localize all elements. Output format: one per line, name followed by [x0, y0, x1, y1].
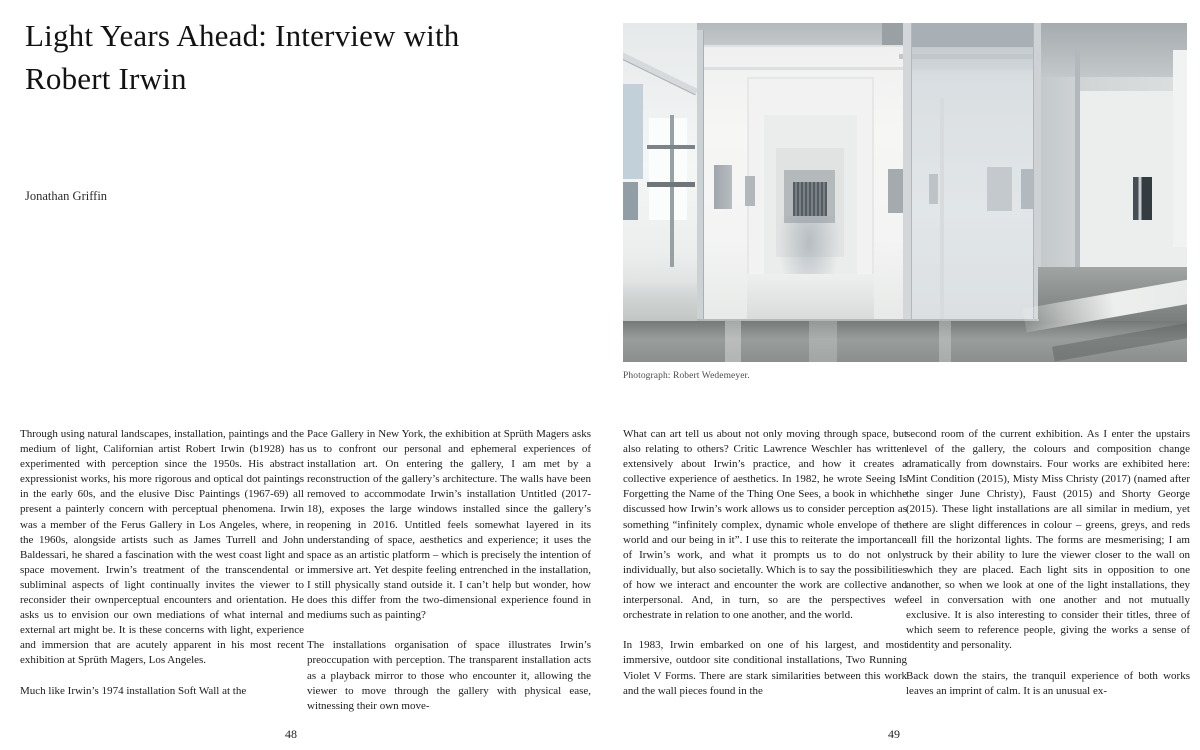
- paragraph: What can art tell us about not only moving through space, but also relating to others? Critic Lawrence Weschler has written extensively about Irwin’s practice, and how it creates a collective experience of aesthetics. In 1982, he wrote Seeing Is Forgetting the Name of the Thing One Sees, a book in whichhe discussed how Irwin’s work allows us to consider perception as something “infinitely complex, dynamic whole envelope of the world and our being in it”. I use this to reiterate the importance of Irwin’s work, and what it prompts us to do not only individually, but also societally. Which is to say the possibilities of how we interact and encounter the work are collective and interpersonal. And, in turn, so are the perspectives we orchestrate in relation to one another, and the world.: [623, 428, 907, 622]
- photo-window-mullion: [647, 182, 696, 187]
- photo-top-beam: [899, 54, 1043, 59]
- photo-right-ceiling: [1041, 23, 1187, 77]
- photo-sky-glimpse: [623, 84, 643, 179]
- paragraph: The installations organisation of space illustrates Irwin’s preoccupation with perception. The transparent installation acts as a playback mirror to those who encounter it, allowing the viewer to move through the gallery with physical ease, witnessing their own move-: [307, 639, 591, 712]
- photo-floor-reflection: [725, 321, 742, 362]
- photo-post: [903, 23, 911, 338]
- photo-window-mullion: [647, 145, 696, 149]
- text-column-3: [623, 427, 907, 740]
- photo-top-beam: [697, 67, 905, 70]
- photo-window-light: [649, 118, 687, 220]
- photo-translucent-scrim: [905, 23, 1038, 338]
- photo-corridor-floor: [747, 274, 874, 321]
- photo-right-edge-wall: [1173, 50, 1187, 247]
- paragraph: Pace Gallery in New York, the exhibition at Sprüth Magers asks us to confront our personal and ephemeral experiences of installation art. On entering the gallery, I am met by a reconstruction of the gallery’s architecture. The walls have been removed to accommodate Irwin’s installation Untitled (2017-18), exposes the large windows installed since the gallery’s reopening in 2016. Untitled feels somewhat layered in its understanding of space, aesthetics and experience; it uses the space as an artistic platform – which is precisely the intention of immersive art. Yet despite feeling entrenched in the installation, I still physically stand outside it. I can’t help but wonder, how does this differ from the two-dimensional experience found in mediums such as painting?: [307, 428, 591, 622]
- photo-window-mullion-vertical: [670, 115, 674, 268]
- page-number-right: 49: [888, 727, 900, 741]
- photo-caption: Photograph: Robert Wedemeyer.: [623, 371, 750, 381]
- photo-post: [940, 98, 945, 335]
- paragraph: In 1983, Irwin embarked on one of his largest, and most immersive, outdoor site conditional installations, Two Running Violet V Forms. There are stark similarities between this work and the wall pieces found in the: [623, 639, 907, 697]
- photo-floor-reflection: [809, 321, 837, 362]
- photo-post: [1075, 50, 1080, 267]
- article-title: [25, 14, 460, 100]
- page-number-left: 48: [285, 727, 297, 741]
- photo-left-panel: [623, 182, 638, 219]
- photo-post: [697, 30, 704, 335]
- paragraph: Through using natural landscapes, installation, paintings and the medium of light, Californian artist Robert Irwin (b1928) has experimented with perception since the 1950s. His abstract expressionist works, his more rigorous and optical dot paintings in the early 60s, and the elusive Disc Paintings (1967-69) all present a painterly concern with perceptual phenomena. Irwin was a member of the Ferus Gallery in Los Angeles, where, in the 1960s, alongside artists such as James Turrell and John Baldessari, he shared a fascination with the west coast light and space movement. Irwin’s treatment of the transcendental or subliminal aspects of light continually invites the viewer to reconsider their ownperceptual encounters and orientation. He asks us to envision our own mediations of what internal and external art might be. It is these concerns with light, experience and immersion that are acutely apparent in his most recent exhibition at Sprüth Magers, Los Angeles.: [20, 428, 304, 667]
- photo-artwork: [745, 176, 755, 207]
- paragraph: Much like Irwin’s 1974 installation Soft Wall at the: [20, 684, 247, 697]
- article-title-line2: Robert Irwin: [25, 61, 187, 96]
- photo-artwork: [714, 165, 732, 209]
- gallery-installation-photo: [623, 23, 1187, 362]
- author-byline: Jonathan Griffin: [25, 189, 108, 203]
- photo-artwork-striped: [1133, 177, 1152, 219]
- text-column-1: [20, 427, 304, 740]
- paragraph: second room of the current exhibition. As I enter the upstairs level of the gallery, the colours and composition change dramatically from downstairs. Four works are exhibited here: Mint Condition (2015), Misty Miss Christy (2017) (named after the singer June Christy), Faust (2015) and Shorty George (2015). These light installations are all similar in medium, yet there are slight differences in colour – greens, greys, and reds all fill the horizontal lights. The forms are mesmerising; I am struck by their ability to lure the viewer closer to the wall on which they are placed. Each light sits in opposition to one another, so when we look at one of the light installations, they feel in conversation with one another and not mutually exclusive. It is also interesting to consider their titles, three of which seem to reference people, giving the works a sense of identity and personality.: [906, 428, 1190, 652]
- article-title-line1: Light Years Ahead: Interview with: [25, 18, 460, 53]
- photo-floor-reflection: [939, 321, 951, 362]
- text-column-2: [307, 427, 591, 740]
- photo-doorway-opening: [793, 182, 827, 216]
- paragraph: Back down the stairs, the tranquil experience of both works leaves an imprint of calm. It is an unusual ex-: [906, 669, 1190, 697]
- photo-artwork: [888, 169, 905, 213]
- text-column-4: [906, 427, 1190, 740]
